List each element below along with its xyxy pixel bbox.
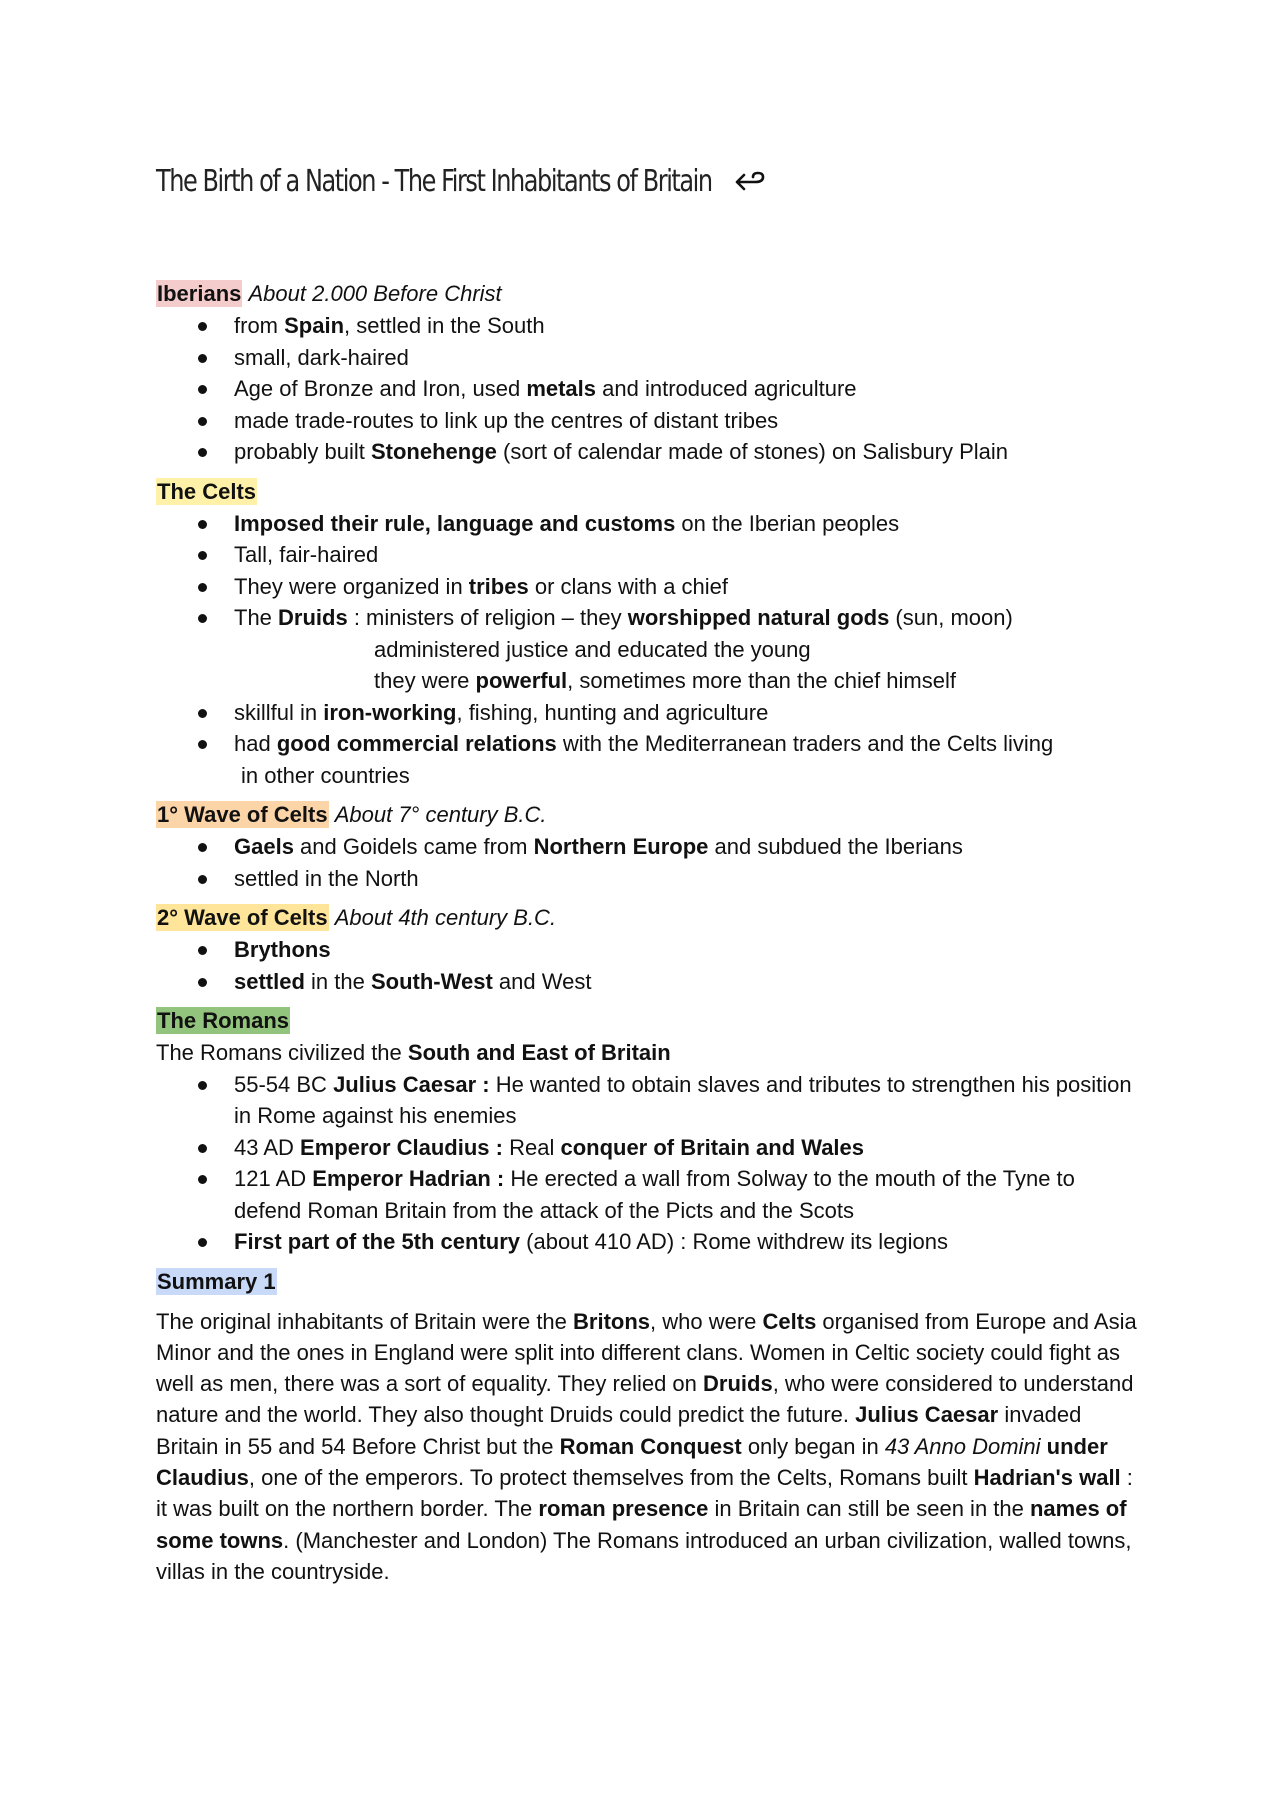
summary-paragraph: The original inhabitants of Britain were the Britons, who were Celts organised from Europe and Asia Minor and the ones in England were split into different clans. Women in Celtic society could fight as well as men, there was a sort of equality. They relied on Druids, who were considered to understand nature and the world. They also thought Druids could predict the future. Julius Caesar invaded Britain in 55 and 54 Before Christ but the Roman Conquest only began in 43 Anno Domini under Claudius, one of the emperors. To protect themselves from the Celts, Romans built Hadrian's wall : it was built on the northern border. The roman presence in Britain can still be seen in the names of some towns. (Manchester and London) The Romans introduced an urban civilization, walled towns, villas in the countryside. — [156, 1308, 1137, 1584]
list-item: Tall, fair-haired — [234, 539, 1136, 571]
list-item: settled in the North — [234, 863, 1136, 895]
list-item: from Spain, settled in the South — [234, 310, 1136, 342]
section-heading-iberians — [156, 278, 1136, 310]
list-item: had good commercial relations with the Mediterranean traders and the Celts living in other countries — [234, 728, 1136, 791]
list-item: First part of the 5th century (about 410 AD) : Rome withdrew its legions — [234, 1226, 1136, 1258]
list-item: small, dark-haired — [234, 342, 1136, 374]
list-item: They were organized in tribes or clans with a chief — [234, 571, 1136, 603]
title-row — [156, 150, 1136, 212]
iberians-era: About 2.000 Before Christ — [248, 281, 502, 306]
list-item: The Druids : ministers of religion – they worshipped natural gods (sun, moon) administered justice and educated the young they were powerful, sometimes more than the chief himself — [234, 602, 1136, 697]
list-item: Imposed their rule, language and customs on the Iberian peoples — [234, 508, 1136, 540]
list-item: probably built Stonehenge (sort of calendar made of stones) on Salisbury Plain — [234, 436, 1136, 468]
wave1-heading: 1° Wave of Celts — [157, 802, 328, 827]
wave2-heading: 2° Wave of Celts — [157, 905, 328, 930]
summary-heading: Summary 1 — [157, 1268, 276, 1294]
romans-list — [156, 1069, 1136, 1258]
wave1-era: About 7° century B.C. — [334, 802, 547, 827]
wave2-list — [156, 934, 1136, 997]
section-heading-wave2 — [156, 902, 1136, 934]
document-title: The Birth of a Nation - The First Inhabitants of Britain — [156, 163, 712, 199]
section-heading-wave1 — [156, 799, 1136, 831]
list-item: settled in the South-West and West — [234, 966, 1136, 998]
celts-heading: The Celts — [157, 478, 257, 504]
list-item: 55-54 BC Julius Caesar : He wanted to obtain slaves and tributes to strengthen his position in Rome against his enemies — [234, 1069, 1136, 1132]
section-heading-summary — [156, 1266, 1136, 1298]
list-item: Gaels and Goidels came from Northern Europe and subdued the Iberians — [234, 831, 1136, 863]
return-arrow-icon[interactable] — [733, 171, 767, 191]
romans-heading: The Romans — [157, 1008, 290, 1033]
list-item: made trade-routes to link up the centres of distant tribes — [234, 405, 1136, 437]
list-item: skillful in iron-working, fishing, hunting and agriculture — [234, 697, 1136, 729]
iberians-list — [156, 310, 1136, 468]
celts-list — [156, 508, 1136, 792]
section-heading-romans — [156, 1005, 1136, 1037]
list-item: 43 AD Emperor Claudius : Real conquer of Britain and Wales — [234, 1132, 1136, 1164]
wave1-list — [156, 831, 1136, 894]
list-item: 121 AD Emperor Hadrian : He erected a wall from Solway to the mouth of the Tyne to defend Roman Britain from the attack of the Picts and the Scots — [234, 1163, 1136, 1226]
iberians-heading: Iberians — [157, 281, 242, 306]
romans-intro: The Romans civilized the South and East of Britain — [156, 1040, 671, 1065]
list-item: Brythons — [234, 934, 1136, 966]
document-page — [156, 150, 1136, 1609]
section-heading-celts — [156, 476, 1136, 508]
list-item: Age of Bronze and Iron, used metals and introduced agriculture — [234, 373, 1136, 405]
wave2-era: About 4th century B.C. — [334, 905, 557, 930]
